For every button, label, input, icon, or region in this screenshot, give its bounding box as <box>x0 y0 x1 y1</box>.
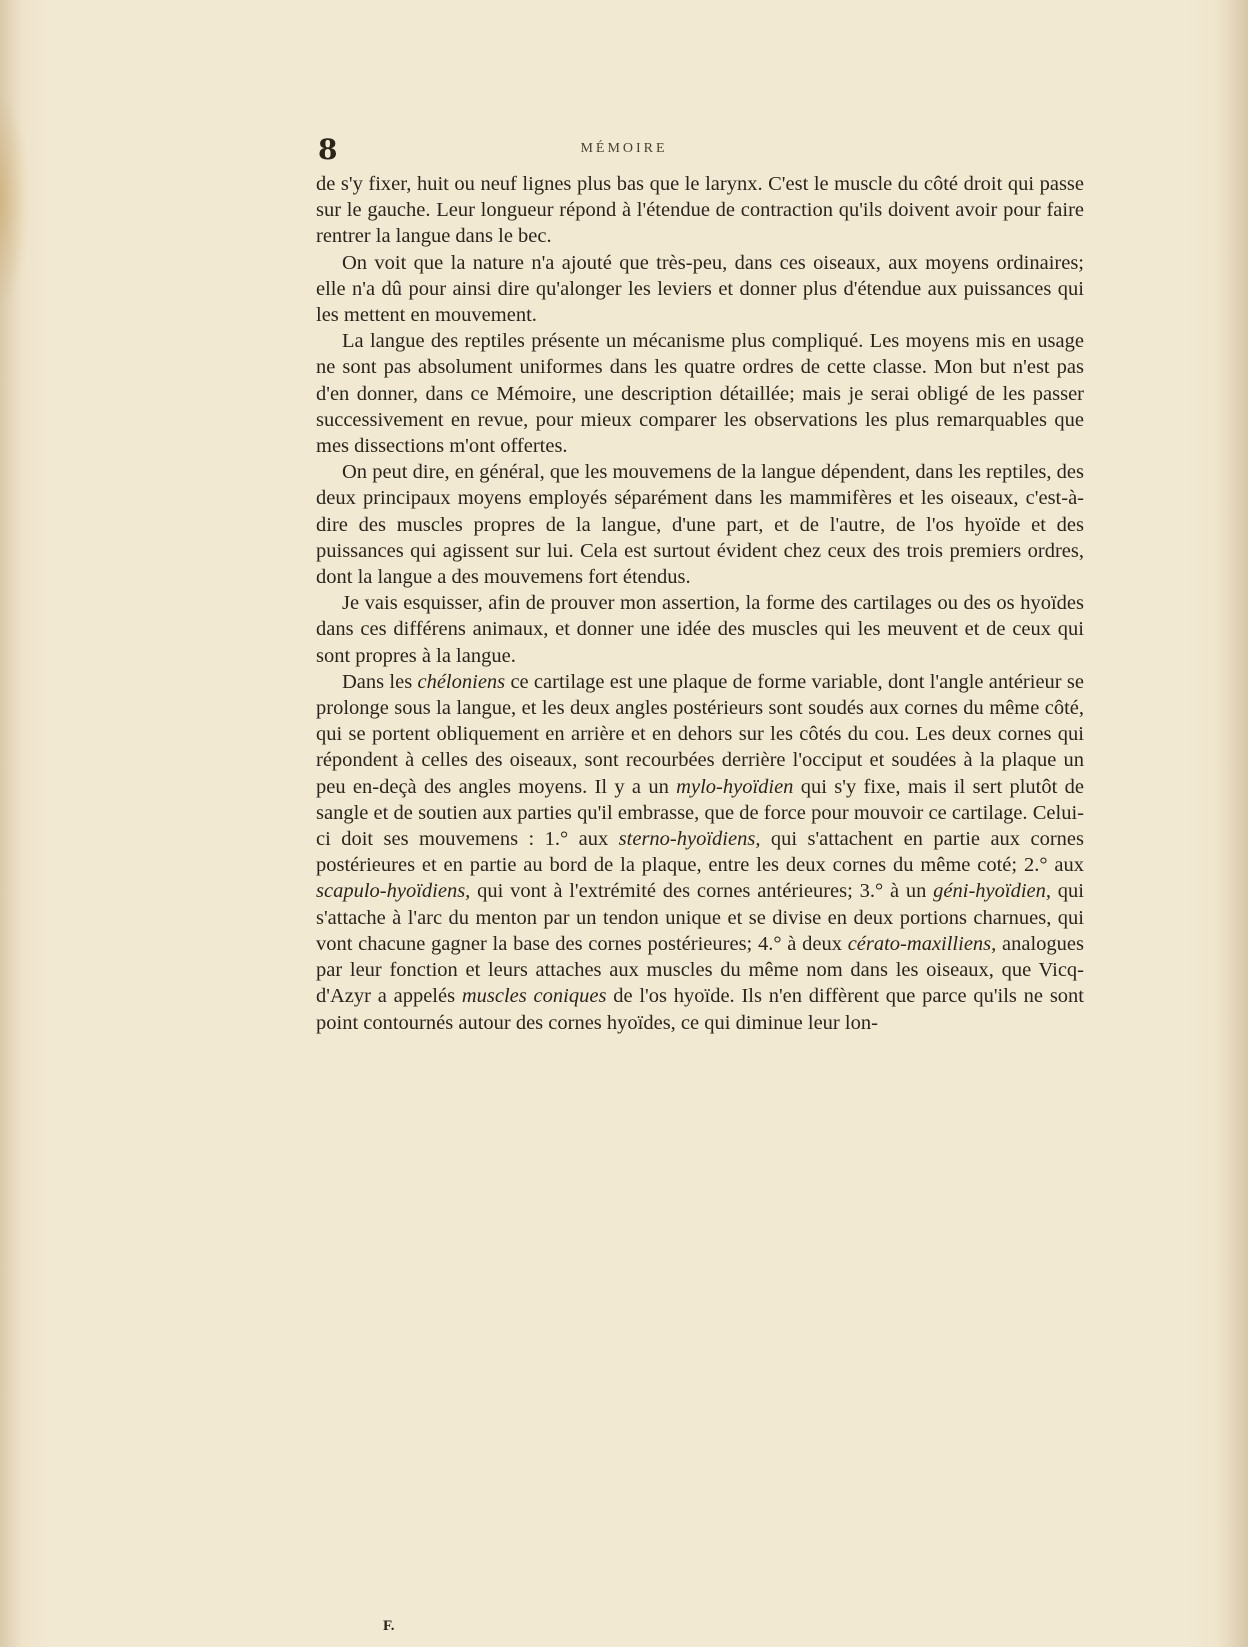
paragraph-5: Je vais esquisser, afin de prouver mon assertion, la forme des cartilages ou des os hyoïdes dans ces différens animaux, et donner une idée des muscles qui les meuvent et de ceux qui sont propres à la langue. <box>316 592 1084 667</box>
italic-term: géni-hyoïdien, <box>933 880 1051 903</box>
signature-mark: F. <box>383 1618 395 1634</box>
paragraph-4: On peut dire, en général, que les mouvemens de la langue dépendent, dans les reptiles, des deux principaux moyens employés séparément dans les mammifères et les oiseaux, c'est-à-dire des muscles propres de la langue, d'une part, et de l'autre, de l'os hyoïde et des puissances qui agissent sur lui. Cela est surtout évident chez ceux des trois premiers ordres, dont la langue a des mouvemens fort étendus. <box>316 461 1084 589</box>
italic-term: muscles coniques <box>461 985 607 1008</box>
body-text <box>316 171 1084 1036</box>
italic-term: chéloniens <box>417 670 506 693</box>
italic-term: mylo-hyoïdien <box>676 775 794 798</box>
text-run: ce cartilage est une plaque de forme variable, dont l'angle antérieur se prolonge sous la langue, et les deux angles postérieurs sont soudés aux cornes du même côté, qui se portent obliquement en arrière et en dehors sur les côtés du cou. Les deux cornes qui répondent à celles des oiseaux, sont recourbées derrière l'occiput et soudées à la plaque un peu en-deçà des angles moyens. Il y a un <box>316 670 1084 798</box>
italic-term: sterno-hyoïdiens, <box>618 828 761 851</box>
text-run: de l'os hyoïde. Ils n'en diffèrent que parce qu'ils ne sont point contournés autour des cornes hyoïdes, ce qui diminue leur lon- <box>316 985 1084 1034</box>
text-run: qui s'y fixe, mais il sert plutôt de sangle et de soutien aux parties qu'il embrasse, que de force pour mouvoir ce cartilage. Celui-ci doit ses mouvemens : 1.° aux <box>316 775 1084 851</box>
running-head: MÉMOIRE <box>580 141 668 156</box>
paragraph-1: de s'y fixer, huit ou neuf lignes plus bas que le larynx. C'est le muscle du côté droit qui passe sur le gauche. Leur longueur répond à l'étendue de contraction qu'ils doivent avoir pour faire rentrer la langue dans le bec. <box>316 173 1084 248</box>
page-number: 8 <box>318 133 338 166</box>
text-run: analogues par leur fonction et leurs attaches aux muscles du même nom dans les oiseaux, que Vicq-d'Azyr a appelés <box>316 932 1084 1008</box>
italic-term: cérato-maxilliens, <box>847 932 997 955</box>
paragraph-3: La langue des reptiles présente un mécanisme plus compliqué. Les moyens mis en usage ne sont pas absolument uniformes dans les quatre ordres de cette classe. Mon but n'est pas d'en donner, dans ce Mémoire, une description détaillée; mais je serai obligé de les passer successivement en revue, pour mieux comparer les observations les plus remarquables que mes dissections m'ont offertes. <box>316 330 1084 458</box>
text-run: qui vont à l'extrémité des cornes antérieures; 3.° à un <box>470 880 934 903</box>
paper-stain <box>0 90 30 310</box>
text-run: qui s'attache à l'arc du menton par un tendon unique et se divise en deux portions charnues, qui vont chacune gagner la base des cornes postérieures; 4.° à deux <box>316 880 1084 955</box>
paragraph-6 <box>316 669 1084 1036</box>
text-run: qui s'attachent en partie aux cornes postérieures et en partie au bord de la plaque, entre les deux cornes du même coté; 2.° aux <box>316 828 1084 877</box>
paragraph-2: On voit que la nature n'a ajouté que très-peu, dans ces oiseaux, aux moyens ordinaires; elle n'a dû pour ainsi dire qu'alonger les leviers et donner plus d'étendue aux puissances qui les mettent en mouvement. <box>316 251 1084 327</box>
text-run: Dans les <box>342 670 418 693</box>
italic-term: scapulo-hyoïdiens, <box>316 880 471 903</box>
